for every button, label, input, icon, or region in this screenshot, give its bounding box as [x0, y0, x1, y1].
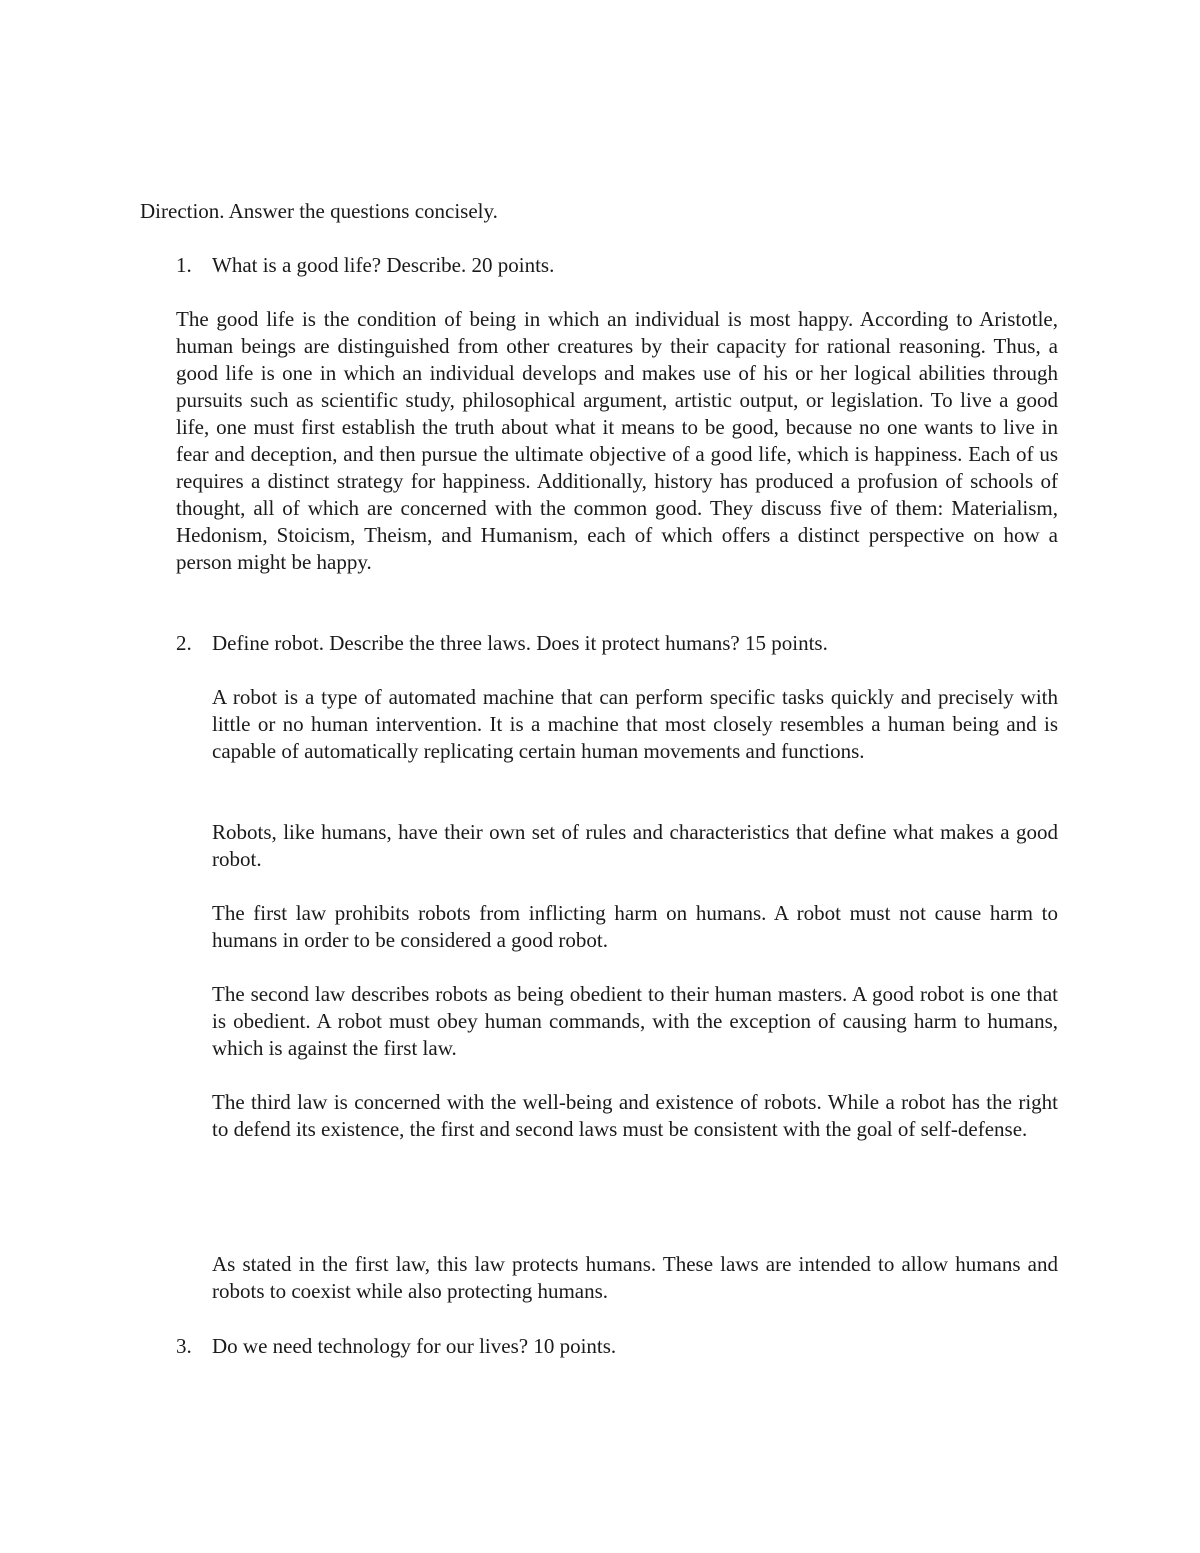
question-number: 1. — [176, 253, 192, 277]
answer-2-second-law: The second law describes robots as being obedient to their human masters. A good robot is one that is obedient. A robot must obey human commands, with the exception of causing harm to humans, which is against the first law. — [212, 982, 1058, 1060]
question-1 — [176, 252, 1066, 279]
direction-text: Direction. Answer the questions concisely. — [140, 199, 498, 223]
question-prompt: What is a good life? Describe. 20 points. — [212, 253, 555, 277]
answer-2-protection: As stated in the first law, this law protects humans. These laws are intended to allow humans and robots to coexist while also protecting humans. — [212, 1252, 1058, 1303]
question-number: 3. — [176, 1334, 192, 1358]
answer-1-paragraph: The good life is the condition of being in which an individual is most happy. According to Aristotle, human beings are distinguished from other creatures by their capacity for rational reasoning. Thus, a good life is one in which an individual develops and makes use of his or her logical abilities through pursuits such as scientific study, philosophical argument, artistic output, or legislation. To live a good life, one must first establish the truth about what it means to be good, because no one wants to live in fear and deception, and then pursue the ultimate objective of a good life, which is happiness. Each of us requires a distinct strategy for happiness. Additionally, history has produced a profusion of schools of thought, all of which are concerned with the common good. They discuss five of them: Materialism, Hedonism, Stoicism, Theism, and Humanism, each of which offers a distinct perspective on how a person might be happy. — [176, 307, 1058, 574]
question-2 — [176, 630, 1066, 657]
question-3 — [176, 1333, 1066, 1360]
answer-2-definition: A robot is a type of automated machine that can perform specific tasks quickly and precisely with little or no human intervention. It is a machine that most closely resembles a human being and is capable of automatically replicating certain human movements and functions. — [212, 685, 1058, 763]
answer-2-first-law: The first law prohibits robots from inflicting harm on humans. A robot must not cause harm to humans in order to be considered a good robot. — [212, 901, 1058, 952]
question-prompt: Define robot. Describe the three laws. Does it protect humans? 15 points. — [212, 631, 828, 655]
answer-2-third-law: The third law is concerned with the well-being and existence of robots. While a robot has the right to defend its existence, the first and second laws must be consistent with the goal of self-defense. — [212, 1090, 1058, 1141]
question-number: 2. — [176, 631, 192, 655]
answer-2-rules: Robots, like humans, have their own set of rules and characteristics that define what makes a good robot. — [212, 820, 1058, 871]
question-prompt: Do we need technology for our lives? 10 points. — [212, 1334, 617, 1358]
